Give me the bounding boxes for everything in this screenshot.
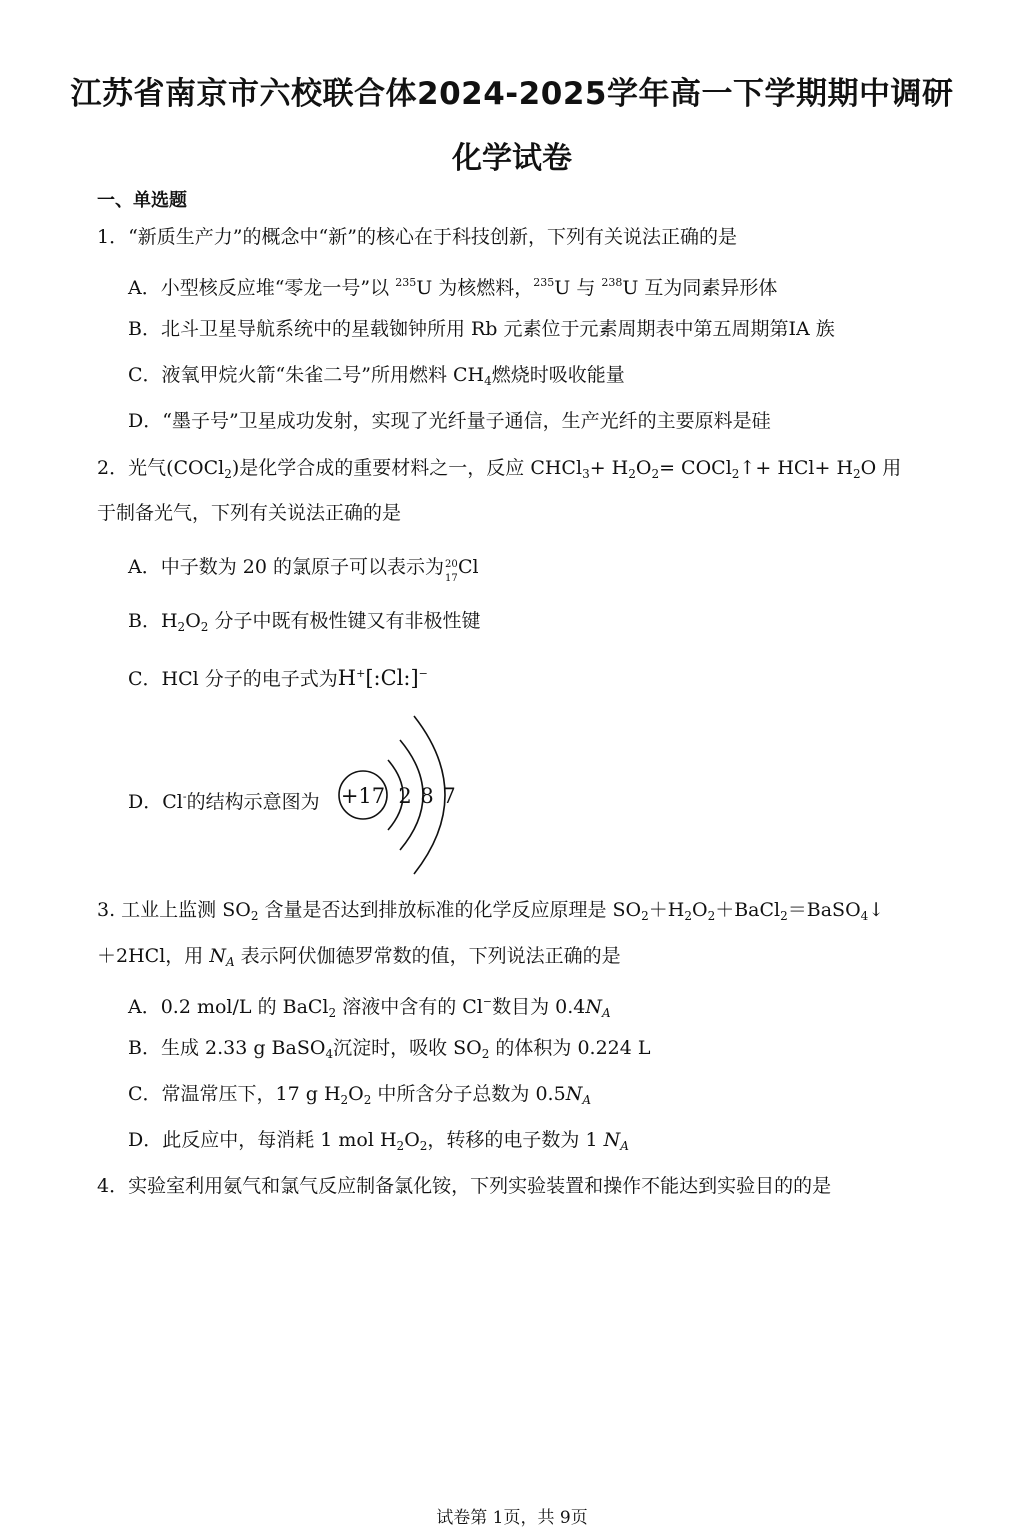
exam-title: 江苏省南京市六校联合体2024-2025学年高一下学期期中调研 [70,76,954,112]
q3-option-d: D．此反应中，每消耗 1 mol $H_2O_2$，转移的电子数为 1 $N_A$ [128,1129,629,1153]
q2-option-a: A．中子数为 20 的氯原子可以表示为 20 17 Cl [128,556,479,584]
chloride-ion-structure-diagram [336,710,466,880]
q2-option-c: C．HCl 分子的电子式为H+[:Cl:]− [128,666,428,690]
q2-stem-line1: 2．光气(COCl$_2$)是化学合成的重要材料之一，反应 CHCl$_3$+ $H_2O_2=$ COCl$_2$↑+ $HCl+ H_2O$ 用 [97,457,902,481]
q3-stem-line1: 3. 工业上监测 $SO_2$ 含量是否达到排放标准的化学反应原理是 $SO_2+H_2O_2+BaCl_2=BaSO_4↓$ [97,899,885,923]
q2-option-b: B．$H_2O_2$ 分子中既有极性键又有非极性键 [128,610,481,634]
page-footer: 试卷第 1页，共 9页 [436,1508,588,1528]
q3-stem-line2: ＋2HCl，用 $N_A$ 表示阿伏伽德罗常数的值，下列说法正确的是 [97,945,621,969]
shell-electrons-2: 8 [420,784,434,808]
isotope-notation: 20 17 [444,559,458,584]
q1-option-d: D．“墨子号”卫星成功发射，实现了光纤量子通信，生产光纤的主要原料是硅 [128,410,771,432]
q1-option-a: A．小型核反应堆“零龙一号”以 $^{235}$U 为核燃料，$^{235}$U 与 $^{238}$U 互为同素异形体 [128,276,778,299]
section-heading: 一、单选题 [97,190,187,211]
exam-subtitle: 化学试卷 [452,141,572,176]
q3-option-b: B．生成 2.33 g BaSO$_4$沉淀时，吸收 $SO_2$ 的体积为 0.224 L [128,1037,651,1061]
nucleus-charge: +17 [340,784,386,808]
q3-option-c: C．常温常压下，17 g $H_2O_2$ 中所含分子总数为 $0.5N_A$ [128,1083,591,1107]
electron-formula: H+[:Cl:]− [337,666,428,690]
q4-stem: 4．实验室利用氨气和氯气反应制备氯化铵，下列实验装置和操作不能达到实验目的的是 [97,1175,832,1197]
q2-option-d: D．Cl-的结构示意图为 [128,790,320,813]
q2-stem-line2: 于制备光气，下列有关说法正确的是 [97,502,402,524]
shell-electrons-1: 2 [398,784,412,808]
q1-option-c: C．液氧甲烷火箭“朱雀二号”所用燃料 $CH_4$燃烧时吸收能量 [128,364,625,388]
q1-stem: 1．“新质生产力”的概念中“新”的核心在于科技创新，下列有关说法正确的是 [97,226,737,248]
q1-option-b: B．北斗卫星导航系统中的星载铷钟所用 Rb 元素位于元素周期表中第五周期第ⅠA 族 [128,318,835,340]
q3-option-a: A．0.2 mol/L 的 BaCl$_2$ 溶液中含有的 Cl−数目为 $0.4N_A$ [128,995,611,1020]
shell-electrons-3: 7 [442,784,456,808]
